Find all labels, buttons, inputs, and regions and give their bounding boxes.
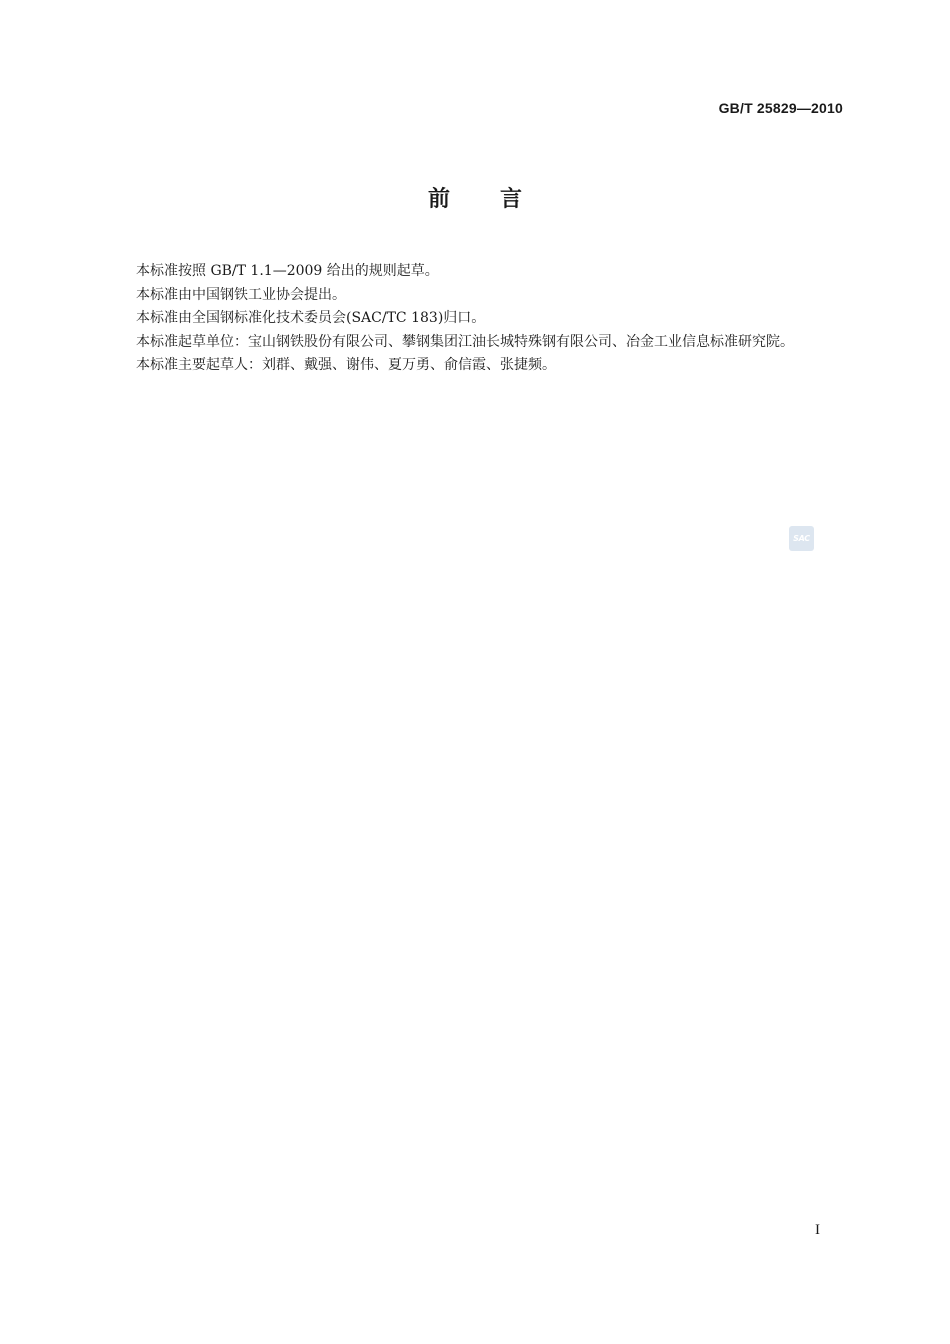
foreword-body bbox=[108, 260, 844, 378]
paragraph-proposer: 本标准由中国钢铁工业协会提出。 bbox=[136, 286, 346, 303]
paragraph-committee: 本标准由全国钢标准化技术委员会(SAC/TC 183)归口。 bbox=[136, 310, 486, 326]
standard-number: GB/T 25829—2010 bbox=[718, 100, 843, 116]
paragraph-drafters: 本标准主要起草人：刘群、戴强、谢伟、夏万勇、俞信霞、张捷频。 bbox=[136, 357, 556, 373]
sac-watermark-logo bbox=[789, 526, 814, 551]
page-title: 前言 bbox=[427, 187, 572, 212]
paragraph-drafting-rules: 本标准按照 GB/T 1.1—2009 给出的规则起草。 bbox=[136, 263, 439, 279]
sac-watermark-text: SAC bbox=[793, 534, 810, 543]
page-number: I bbox=[815, 1222, 820, 1238]
paragraph-drafting-units: 本标准起草单位：宝山钢铁股份有限公司、攀钢集团江油长城特殊钢有限公司、冶金工业信息标准研究院。 bbox=[136, 333, 794, 350]
